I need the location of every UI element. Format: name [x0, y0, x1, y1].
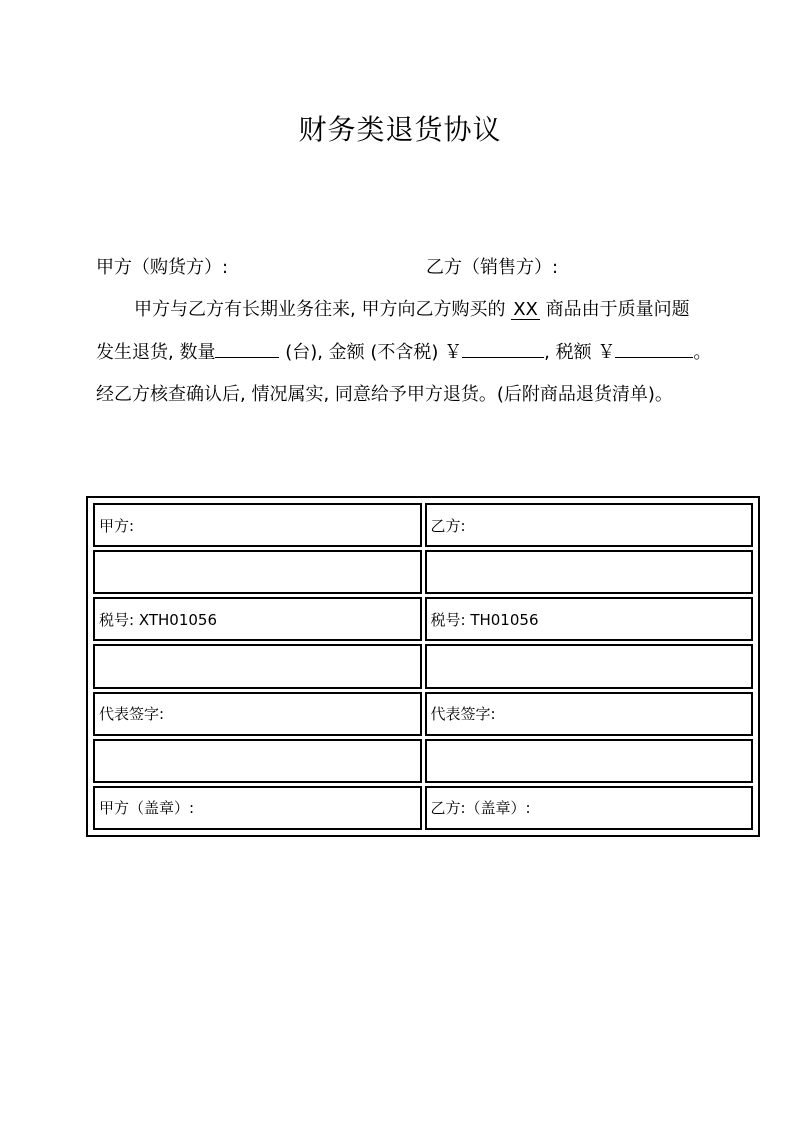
line1-prefix: 甲方与乙方有长期业务往来, 甲方向乙方购买的 — [134, 299, 506, 320]
party-a-label: 甲方（购货方）: — [96, 257, 229, 278]
table-row — [93, 597, 753, 641]
table-row — [93, 550, 753, 594]
signature-table — [86, 496, 760, 837]
party-b-signature-blank — [425, 739, 754, 783]
paragraph-line-1 — [134, 295, 754, 321]
party-b-cell: 乙方: — [425, 503, 754, 547]
tax-label: , 税额 ￥ — [544, 342, 616, 363]
party-b-name-blank — [425, 550, 754, 594]
table-row — [93, 644, 753, 688]
paragraph-line-3: 经乙方核查确认后, 情况属实, 同意给予甲方退货。(后附商品退货清单)。 — [96, 384, 673, 405]
quantity-unit-amount-label: (台), 金额 (不含税) ￥ — [285, 342, 463, 363]
document-title: 财务类退货协议 — [298, 113, 502, 146]
line1-suffix: 商品由于质量问题 — [545, 299, 690, 320]
party-b-seal-label: 乙方:（盖章）: — [425, 786, 754, 830]
goods-name-field: XX — [513, 299, 538, 320]
party-a-tax-id: 税号: XTH01056 — [93, 597, 422, 641]
party-a-signature-blank — [93, 739, 422, 783]
paragraph-line-2 — [96, 338, 716, 364]
table-row — [93, 739, 753, 783]
parties-row — [96, 253, 736, 281]
party-a-blank — [93, 644, 422, 688]
party-a-cell: 甲方: — [93, 503, 422, 547]
line2-end: 。 — [693, 342, 712, 363]
amount-blank — [462, 357, 544, 358]
party-a-signature-label: 代表签字: — [93, 692, 422, 736]
table-row — [93, 692, 753, 736]
table-row — [93, 786, 753, 830]
party-b-blank — [425, 644, 754, 688]
tax-blank — [615, 357, 693, 358]
party-b-label: 乙方（销售方）: — [426, 257, 559, 278]
table-row — [93, 503, 753, 547]
party-b-tax-id: 税号: TH01056 — [425, 597, 754, 641]
party-a-name-blank — [93, 550, 422, 594]
line2-prefix: 发生退货, 数量 — [96, 342, 216, 363]
party-a-seal-label: 甲方（盖章）: — [93, 786, 422, 830]
party-b-signature-label: 代表签字: — [425, 692, 754, 736]
quantity-blank — [215, 357, 279, 358]
